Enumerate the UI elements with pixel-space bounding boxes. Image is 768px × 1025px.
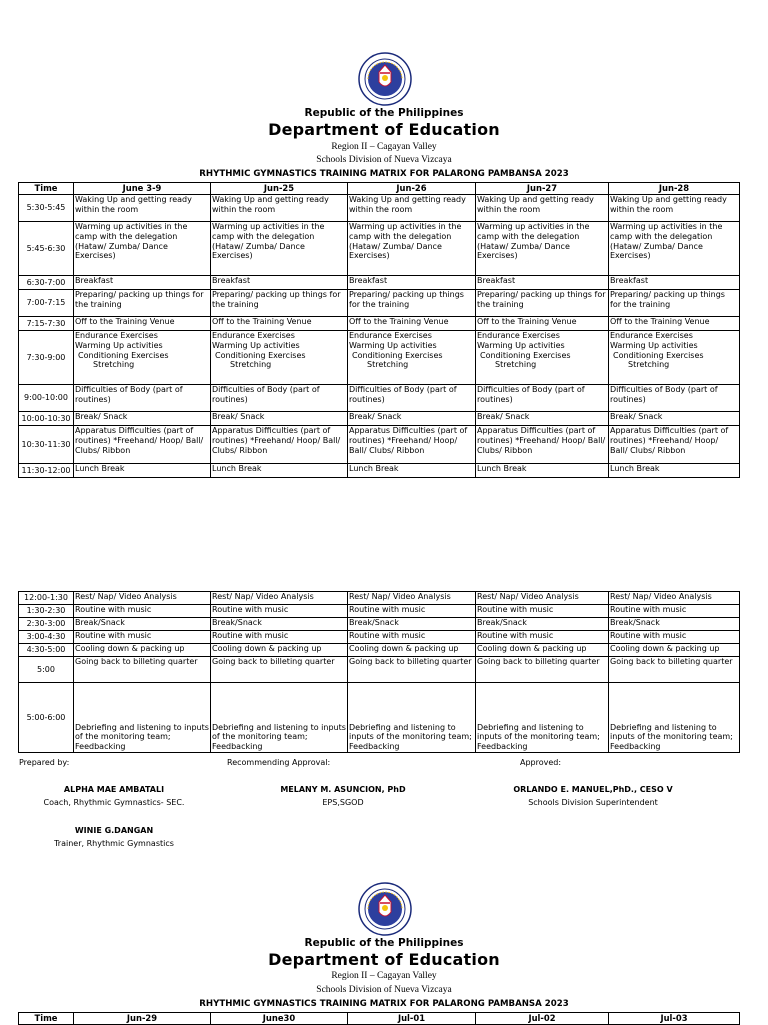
activity-cell: Lunch Break (609, 464, 740, 478)
activity-line: Endurance Exercises (75, 331, 158, 340)
approved-label: Approved: (520, 758, 562, 767)
col-header-day: Jun-29 (74, 1013, 211, 1025)
activity-cell: Preparing/ packing up things for the training (609, 290, 740, 317)
activity-line: Endurance Exercises (610, 331, 693, 340)
activity-cell: Break/Snack (74, 618, 211, 631)
activity-cell: Difficulties of Body (part of routines) (609, 385, 740, 412)
trainer-name: WINIE G.DANGAN (74, 826, 154, 835)
time-cell: 7:30-9:00 (19, 331, 74, 385)
activity-line: Conditioning Exercises (78, 350, 169, 360)
republic-label: Republic of the Philippines (304, 107, 464, 119)
time-cell: 5:30-5:45 (19, 195, 74, 222)
activity-line: Warming Up activities (477, 340, 565, 350)
activity-cell: Routine with music (609, 605, 740, 618)
sds-name: ORLANDO E. MANUEL,PhD., CESO V (513, 785, 673, 794)
activity-cell (609, 331, 740, 385)
col-header-day: Jun-26 (348, 183, 476, 195)
col-header-day: June 3-9 (74, 183, 211, 195)
activity-cell: Debriefing and listening to inputs of the monitoring team; Feedbacking (74, 683, 211, 753)
table-row (19, 385, 740, 412)
col-header-time: Time (19, 183, 74, 195)
time-cell: 11:30-12:00 (19, 464, 74, 478)
activity-cell: Lunch Break (74, 464, 211, 478)
coach-name: ALPHA MAE AMBATALI (63, 785, 165, 794)
activity-line: Endurance Exercises (477, 331, 560, 340)
activity-cell: Debriefing and listening to inputs of the monitoring team; Feedbacking (476, 683, 609, 753)
activity-line: Warming Up activities (349, 340, 437, 350)
activity-cell: Warming up activities in the camp with the delegation (Hataw/ Zumba/ Dance Exercises) (74, 222, 211, 276)
activity-cell: Routine with music (348, 605, 476, 618)
activity-cell: Apparatus Difficulties (part of routines) *Freehand/ Hoop/ Ball/ Clubs/ Ribbon (348, 426, 476, 464)
activity-cell: Off to the Training Venue (348, 317, 476, 331)
activity-line: Endurance Exercises (349, 331, 432, 340)
activity-cell: Preparing/ packing up things for the training (74, 290, 211, 317)
activity-cell (211, 331, 348, 385)
activity-line: Stretching (230, 360, 272, 370)
table-header-row (19, 1013, 740, 1025)
division-label: Schools Division of Nueva Vizcaya (316, 155, 452, 165)
schedule-table-morning (18, 182, 740, 478)
activity-cell: Warming up activities in the camp with the delegation (Hataw/ Zumba/ Dance Exercises) (211, 222, 348, 276)
activity-cell: Routine with music (476, 631, 609, 644)
time-cell: 10:00-10:30 (19, 412, 74, 426)
activity-cell: Difficulties of Body (part of routines) (211, 385, 348, 412)
col-header-day: Jun-28 (609, 183, 740, 195)
table-row (19, 644, 740, 657)
activity-cell: Breakfast (476, 276, 609, 290)
activity-cell: Off to the Training Venue (211, 317, 348, 331)
table-row (19, 683, 740, 753)
prepared-by-label: Prepared by: (19, 758, 70, 767)
activity-cell: Apparatus Difficulties (part of routines) *Freehand/ Hoop/ Ball/ Clubs/ Ribbon (609, 426, 740, 464)
activity-cell: Breakfast (211, 276, 348, 290)
activity-cell: Lunch Break (476, 464, 609, 478)
activity-cell: Warming up activities in the camp with the delegation (Hataw/ Zumba/ Dance Exercises) (609, 222, 740, 276)
activity-cell: Cooling down & packing up (609, 644, 740, 657)
activity-cell: Off to the Training Venue (476, 317, 609, 331)
recommending-label: Recommending Approval: (227, 758, 331, 767)
activity-cell: Routine with music (74, 605, 211, 618)
activity-cell: Break/Snack (609, 618, 740, 631)
activity-cell: Apparatus Difficulties (part of routines) *Freehand/ Hoop/ Ball/ Clubs/ Ribbon (211, 426, 348, 464)
activity-cell: Preparing/ packing up things for the training (348, 290, 476, 317)
department-title: Department of Education (268, 950, 500, 969)
activity-cell: Cooling down & packing up (476, 644, 609, 657)
activity-cell: Going back to billeting quarter (609, 657, 740, 683)
table-row (19, 290, 740, 317)
table-row (19, 592, 740, 605)
activity-cell: Going back to billeting quarter (74, 657, 211, 683)
activity-cell: Break/Snack (476, 618, 609, 631)
table-header-row (19, 183, 740, 195)
activity-cell: Waking Up and getting ready within the room (74, 195, 211, 222)
activity-line: Stretching (495, 360, 537, 370)
activity-cell: Off to the Training Venue (74, 317, 211, 331)
activity-cell: Break/ Snack (348, 412, 476, 426)
time-cell: 7:15-7:30 (19, 317, 74, 331)
activity-cell: Rest/ Nap/ Video Analysis (211, 592, 348, 605)
matrix-title: RHYTHMIC GYMNASTICS TRAINING MATRIX FOR PALARONG PAMBANSA 2023 (199, 169, 569, 179)
table-row (19, 631, 740, 644)
activity-line: Stretching (93, 360, 135, 370)
activity-cell (348, 331, 476, 385)
region-label: Region II – Cagayan Valley (331, 971, 437, 981)
activity-cell: Debriefing and listening to inputs of the monitoring team; Feedbacking (348, 683, 476, 753)
activity-cell: Rest/ Nap/ Video Analysis (348, 592, 476, 605)
time-cell: 5:00-6:00 (19, 683, 74, 753)
activity-cell (476, 331, 609, 385)
activity-line: Conditioning Exercises (480, 350, 571, 360)
republic-label: Republic of the Philippines (304, 937, 464, 949)
division-label: Schools Division of Nueva Vizcaya (316, 985, 452, 995)
activity-line: Warming Up activities (75, 340, 163, 350)
activity-cell: Rest/ Nap/ Video Analysis (74, 592, 211, 605)
time-cell: 5:00 (19, 657, 74, 683)
activity-cell: Lunch Break (211, 464, 348, 478)
activity-cell: Cooling down & packing up (211, 644, 348, 657)
activity-cell: Break/Snack (348, 618, 476, 631)
activity-cell: Going back to billeting quarter (476, 657, 609, 683)
time-cell: 6:30-7:00 (19, 276, 74, 290)
activity-cell: Routine with music (74, 631, 211, 644)
activity-line: Stretching (367, 360, 409, 370)
activity-cell: Routine with music (211, 631, 348, 644)
activity-cell: Waking Up and getting ready within the room (211, 195, 348, 222)
deped-seal (358, 882, 412, 936)
table-row (19, 657, 740, 683)
activity-cell: Break/ Snack (74, 412, 211, 426)
activity-cell: Routine with music (348, 631, 476, 644)
eps-role: EPS,SGOD (322, 798, 364, 807)
activity-cell: Waking Up and getting ready within the room (476, 195, 609, 222)
activity-cell: Difficulties of Body (part of routines) (74, 385, 211, 412)
activity-cell: Break/ Snack (609, 412, 740, 426)
eps-name: MELANY M. ASUNCION, PhD (280, 785, 406, 794)
coach-role: Coach, Rhythmic Gymnastics- SEC. (43, 798, 185, 807)
table-row (19, 222, 740, 276)
activity-cell: Off to the Training Venue (609, 317, 740, 331)
table-row (19, 426, 740, 464)
activity-cell: Debriefing and listening to inputs of the monitoring team; Feedbacking (211, 683, 348, 753)
col-header-time: Time (19, 1013, 74, 1025)
schedule-table-afternoon (18, 591, 740, 753)
activity-line: Conditioning Exercises (352, 350, 443, 360)
table-row (19, 605, 740, 618)
table-row (19, 331, 740, 385)
activity-cell: Debriefing and listening to inputs of the monitoring team; Feedbacking (609, 683, 740, 753)
activity-cell: Waking Up and getting ready within the room (348, 195, 476, 222)
activity-cell: Warming up activities in the camp with the delegation (Hataw/ Zumba/ Dance Exercises) (348, 222, 476, 276)
activity-cell: Routine with music (609, 631, 740, 644)
table-row (19, 412, 740, 426)
activity-cell: Cooling down & packing up (348, 644, 476, 657)
activity-line: Conditioning Exercises (613, 350, 704, 360)
time-cell: 2:30-3:00 (19, 618, 74, 631)
activity-line: Endurance Exercises (212, 331, 295, 340)
time-cell: 9:00-10:00 (19, 385, 74, 412)
activity-line: Stretching (628, 360, 670, 370)
activity-cell: Going back to billeting quarter (211, 657, 348, 683)
activity-cell: Cooling down & packing up (74, 644, 211, 657)
activity-cell: Preparing/ packing up things for the training (476, 290, 609, 317)
department-title: Department of Education (268, 120, 500, 139)
activity-cell: Difficulties of Body (part of routines) (348, 385, 476, 412)
activity-cell: Break/ Snack (476, 412, 609, 426)
col-header-day: Jul-03 (609, 1013, 740, 1025)
activity-cell: Going back to billeting quarter (348, 657, 476, 683)
col-header-day: Jul-02 (476, 1013, 609, 1025)
activity-cell: Break/ Snack (211, 412, 348, 426)
activity-cell: Break/Snack (211, 618, 348, 631)
table-row (19, 317, 740, 331)
time-cell: 1:30-2:30 (19, 605, 74, 618)
col-header-day: Jun-25 (211, 183, 348, 195)
activity-cell: Warming up activities in the camp with the delegation (Hataw/ Zumba/ Dance Exercises) (476, 222, 609, 276)
col-header-day: Jun-27 (476, 183, 609, 195)
activity-cell: Rest/ Nap/ Video Analysis (609, 592, 740, 605)
activity-cell: Breakfast (74, 276, 211, 290)
sds-role: Schools Division Superintendent (528, 798, 658, 807)
time-cell: 10:30-11:30 (19, 426, 74, 464)
activity-cell: Apparatus Difficulties (part of routines) *Freehand/ Hoop/ Ball/ Clubs/ Ribbon (476, 426, 609, 464)
activity-cell: Waking Up and getting ready within the room (609, 195, 740, 222)
time-cell: 12:00-1:30 (19, 592, 74, 605)
time-cell: 4:30-5:00 (19, 644, 74, 657)
activity-cell (74, 331, 211, 385)
activity-cell: Difficulties of Body (part of routines) (476, 385, 609, 412)
deped-seal (358, 52, 412, 106)
time-cell: 5:45-6:30 (19, 222, 74, 276)
table-row (19, 276, 740, 290)
time-cell: 3:00-4:30 (19, 631, 74, 644)
activity-line: Conditioning Exercises (215, 350, 306, 360)
activity-cell: Rest/ Nap/ Video Analysis (476, 592, 609, 605)
activity-cell: Routine with music (211, 605, 348, 618)
activity-cell: Preparing/ packing up things for the training (211, 290, 348, 317)
region-label: Region II – Cagayan Valley (331, 142, 437, 152)
table-row (19, 618, 740, 631)
activity-line: Warming Up activities (610, 340, 698, 350)
schedule-table-page2 (18, 1012, 740, 1025)
table-row (19, 464, 740, 478)
activity-cell: Lunch Break (348, 464, 476, 478)
matrix-title: RHYTHMIC GYMNASTICS TRAINING MATRIX FOR PALARONG PAMBANSA 2023 (199, 999, 569, 1009)
table-row (19, 195, 740, 222)
activity-cell: Apparatus Difficulties (part of routines) *Freehand/ Hoop/ Ball/ Clubs/ Ribbon (74, 426, 211, 464)
time-cell: 7:00-7:15 (19, 290, 74, 317)
activity-cell: Breakfast (348, 276, 476, 290)
activity-cell: Breakfast (609, 276, 740, 290)
col-header-day: June30 (211, 1013, 348, 1025)
activity-cell: Routine with music (476, 605, 609, 618)
trainer-role: Trainer, Rhythmic Gymnastics (54, 839, 174, 848)
col-header-day: Jul-01 (348, 1013, 476, 1025)
activity-line: Warming Up activities (212, 340, 300, 350)
